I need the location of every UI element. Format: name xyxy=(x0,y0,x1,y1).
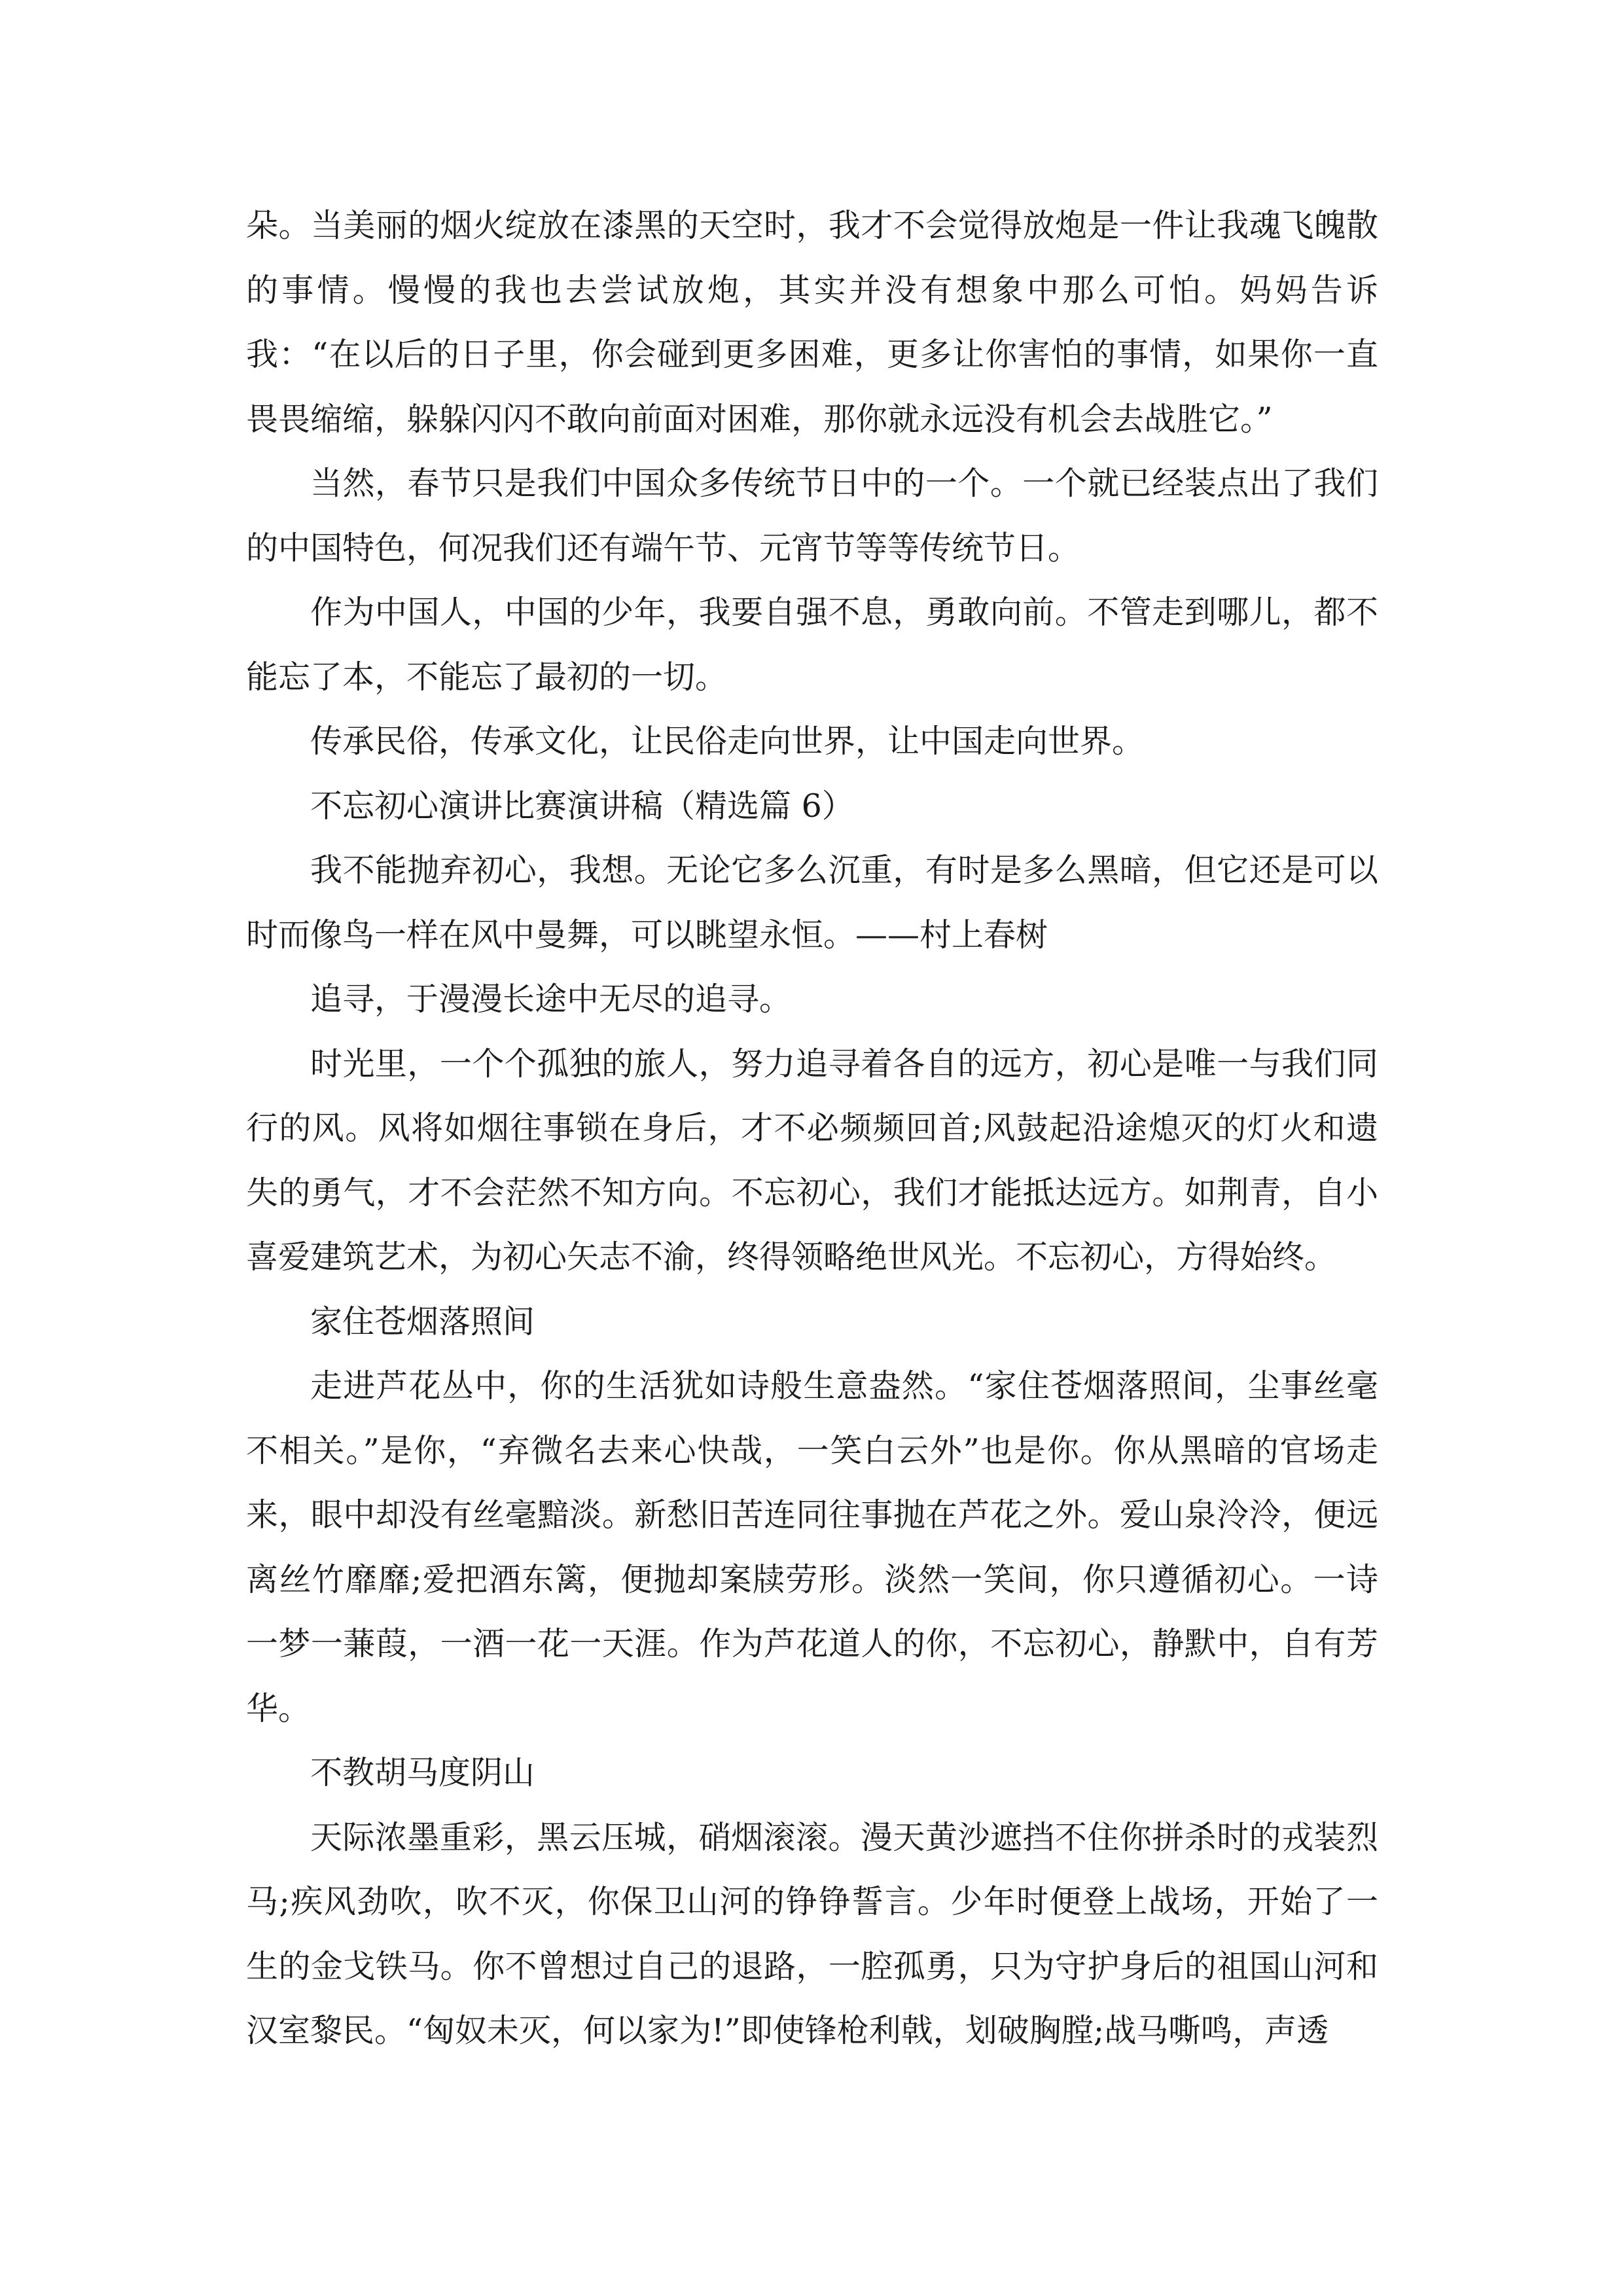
paragraph: 天际浓墨重彩，黑云压城，硝烟滚滚。漫天黄沙遮挡不住你拼杀时的戎装烈马;疾风劲吹，吹不灭，你保卫山河的铮铮誓言。少年时便登上战场，开始了一生的金戈铁马。你不曾想过自己的退路，一腔孤勇，只为守护身后的祖国山河和汉室黎民。“匈奴未灭，何以家为!”即使锋枪利戟，划破胸膛;战马嘶鸣，声透 xyxy=(246,1818,1378,2049)
paragraph-continuation: 朵。当美丽的烟火绽放在漆黑的天空时，我才不会觉得放炮是一件让我魂飞魄散的事情。慢慢的我也去尝试放炮，其实并没有想象中那么可怕。妈妈告诉我：“在以后的日子里，你会碰到更多困难，更多让你害怕的事情，如果你一直畏畏缩缩，躲躲闪闪不敢向前面对困难，那你就永远没有机会去战胜它。” xyxy=(246,207,1378,438)
document-body xyxy=(246,194,1378,2064)
paragraph: 当然，春节只是我们中国众多传统节日中的一个。一个就已经装点出了我们的中国特色，何况我们还有端午节、元宵节等等传统节日。 xyxy=(246,465,1378,567)
paragraph: 追寻，于漫漫长途中无尽的追寻。 xyxy=(310,980,792,1018)
paragraph: 传承民俗，传承文化，让民俗走向世界，让中国走向世界。 xyxy=(310,723,1145,760)
section-heading: 家住苍烟落照间 xyxy=(310,1302,535,1340)
paragraph: 走进芦花丛中，你的生活犹如诗般生意盎然。“家住苍烟落照间，尘事丝毫不相关。”是你，“弃微名去来心快哉，一笑白云外”也是你。你从黑暗的官场走来，眼中却没有丝毫黯淡。新愁旧苦连同往事抛在芦花之外。爱山泉泠泠，便远离丝竹靡靡;爱把酒东篱，便抛却案牍劳形。淡然一笑间，你只遵循初心。一诗一梦一蒹葭，一酒一花一天涯。作为芦花道人的你，不忘初心，静默中，自有芳华。 xyxy=(246,1367,1378,1727)
section-heading: 不忘初心演讲比赛演讲稿（精选篇 6） xyxy=(310,787,854,825)
section-heading: 不教胡马度阴山 xyxy=(310,1754,535,1791)
paragraph: 作为中国人，中国的少年，我要自强不息，勇敢向前。不管走到哪儿，都不能忘了本，不能忘了最初的一切。 xyxy=(246,594,1378,696)
paragraph: 我不能抛弃初心，我想。无论它多么沉重，有时是多么黑暗，但它还是可以时而像鸟一样在风中曼舞，可以眺望永恒。——村上春树 xyxy=(246,852,1378,954)
paragraph: 时光里，一个个孤独的旅人，努力追寻着各自的远方，初心是唯一与我们同行的风。风将如烟往事锁在身后，才不必频频回首;风鼓起沿途熄灭的灯火和遗失的勇气，才不会茫然不知方向。不忘初心，我们才能抵达远方。如荆青，自小喜爱建筑艺术，为初心矢志不渝，终得领略绝世风光。不忘初心，方得始终。 xyxy=(246,1045,1378,1276)
